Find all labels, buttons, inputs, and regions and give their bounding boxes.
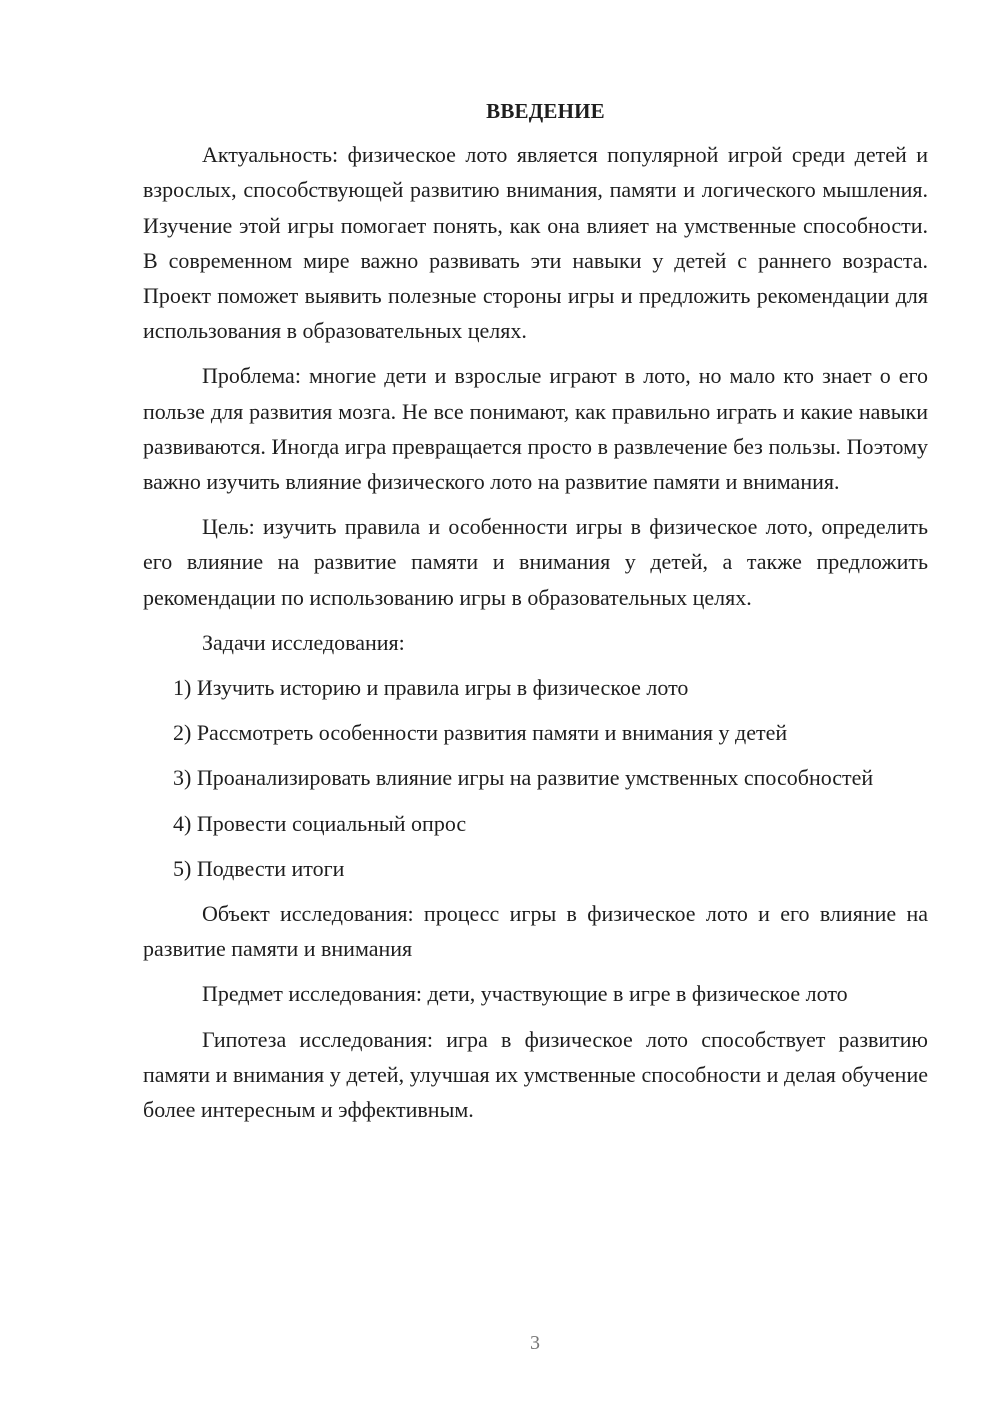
list-item: 5) Подвести итоги xyxy=(173,855,345,881)
list-item: 2) Рассмотреть особенности развития памяти и внимания у детей xyxy=(173,720,788,746)
object-paragraph: Объект исследования: процесс игры в физическое лото и его влияние на развитие памяти и внимания xyxy=(143,901,928,962)
document-page xyxy=(143,94,928,1137)
hypothesis-paragraph: Гипотеза исследования: игра в физическое лото способствует развитию памяти и внимания у детей, улучшая их умственные способности и делая обучение более интересным и эффективным. xyxy=(143,1026,928,1123)
subject-paragraph: Предмет исследования: дети, участвующие в игре в физическое лото xyxy=(202,981,848,1007)
document-title: ВВЕДЕНИЕ xyxy=(486,99,605,123)
tasks-list xyxy=(143,670,928,886)
list-item: 4) Провести социальный опрос xyxy=(173,810,467,836)
list-item: 3) Проанализировать влияние игры на развитие умственных способностей xyxy=(173,765,874,791)
list-item: 1) Изучить историю и правила игры в физическое лото xyxy=(173,675,689,701)
problem-paragraph: Проблема: многие дети и взрослые играют в лото, но мало кто знает о его пользе для развития мозга. Не все понимают, как правильно играть и какие навыки развиваются. Иногда игра превращается просто в развлечение без пользы. Поэтому важно изучить влияние физического лото на развитие памяти и внимания. xyxy=(143,363,928,495)
relevance-paragraph: Актуальность: физическое лото является популярной игрой среди детей и взрослых, способствующей развитию внимания, памяти и логического мышления. Изучение этой игры помогает понять, как она влияет на умственные способности. В современном мире важно развивать эти навыки у детей с раннего возраста. Проект поможет выявить полезные стороны игры и предложить рекомендации для использования в образовательных целях. xyxy=(143,142,928,344)
tasks-heading: Задачи исследования: xyxy=(202,629,405,655)
goal-paragraph: Цель: изучить правила и особенности игры в физическое лото, определить его влияние на развитие памяти и внимания у детей, а также предложить рекомендации по использованию игры в образовательных целях. xyxy=(143,514,928,610)
page-number: 3 xyxy=(530,1332,540,1354)
